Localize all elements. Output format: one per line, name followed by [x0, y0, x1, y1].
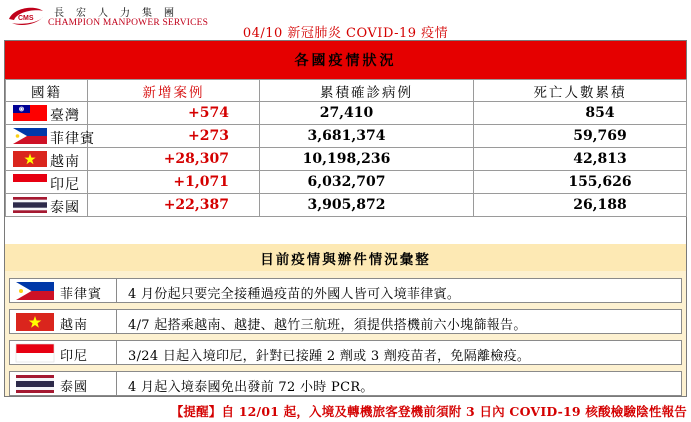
thailand-flag-icon — [16, 375, 54, 393]
deaths-value: 155,626 — [474, 171, 687, 194]
new-cases-value: +22,387 — [88, 194, 260, 217]
policy-list — [5, 271, 686, 396]
country-name: 菲律賓 — [50, 131, 95, 147]
policy-section-header — [5, 244, 686, 271]
country-name: 泰國 — [50, 200, 80, 216]
thailand-flag-icon — [13, 197, 47, 213]
stats-section-title: 各國疫情狀況 — [294, 53, 397, 69]
page-title: 04/10 新冠肺炎 COVID-19 疫情 — [242, 26, 449, 41]
table-row — [6, 148, 687, 171]
country-stats-table — [5, 79, 687, 217]
new-cases-value: +574 — [88, 102, 260, 125]
country-name: 印尼 — [50, 177, 80, 193]
total-cases-value: 3,905,872 — [260, 194, 474, 217]
table-row — [6, 125, 687, 148]
policy-country-name: 菲律賓 — [60, 287, 103, 302]
total-cases-value: 10,198,236 — [260, 148, 474, 171]
list-item — [9, 278, 682, 303]
policy-text: 4/7 起搭乘越南、越捷、越竹三航班，須提供搭機前六小塊篩報告。 — [128, 318, 527, 333]
row-divider — [116, 372, 117, 395]
country-cell — [6, 102, 88, 125]
covid-report-panel — [4, 40, 687, 397]
row-divider — [116, 279, 117, 302]
list-item — [9, 371, 682, 396]
list-item — [9, 340, 682, 365]
reminder-notice: 【提醒】自 12/01 起，入境及轉機旅客登機前須附 3 日內 COVID-19 核酸檢驗陰性報告 — [170, 404, 687, 419]
brand-english-name: CHAMPION MANPOWER SERVICES — [48, 18, 209, 28]
vietnam-flag-icon — [16, 313, 54, 331]
total-cases-value: 6,032,707 — [260, 171, 474, 194]
row-divider — [116, 310, 117, 333]
column-header-country: 國籍 — [6, 80, 88, 102]
country-cell — [6, 148, 88, 171]
row-divider — [116, 341, 117, 364]
brand-chinese-name: 長宏人力集團 — [54, 8, 186, 19]
policy-country-name: 越南 — [60, 318, 89, 333]
list-item — [9, 309, 682, 334]
indonesia-flag-icon — [16, 344, 54, 362]
column-header-deaths: 死亡人數累積 — [474, 80, 687, 102]
policy-country-name: 泰國 — [60, 380, 89, 395]
new-cases-value: +273 — [88, 125, 260, 148]
policy-country-name: 印尼 — [60, 349, 89, 364]
taiwan-flag-icon — [13, 105, 47, 121]
country-name: 臺灣 — [50, 108, 80, 124]
total-cases-value: 3,681,374 — [260, 125, 474, 148]
indonesia-flag-icon — [13, 174, 47, 190]
country-cell — [6, 194, 88, 217]
total-cases-value: 27,410 — [260, 102, 474, 125]
deaths-value: 42,813 — [474, 148, 687, 171]
policy-text: 4 月起入境泰國免出發前 72 小時 PCR。 — [128, 380, 374, 395]
column-header-new-cases: 新增案例 — [88, 80, 260, 102]
country-cell — [6, 125, 95, 148]
philippines-flag-icon — [13, 128, 47, 144]
country-cell — [6, 171, 88, 194]
country-name: 越南 — [50, 154, 80, 170]
vietnam-flag-icon — [13, 151, 47, 167]
table-row — [6, 171, 687, 194]
stats-table-header — [6, 80, 687, 102]
policy-text: 4 月份起只要完全接種過疫苗的外國人皆可入境菲律賓。 — [128, 287, 461, 302]
policy-section-title: 目前疫情與辦件情況彙整 — [260, 251, 431, 268]
column-header-total-cases: 累積確診病例 — [260, 80, 474, 102]
table-row — [6, 194, 687, 217]
deaths-value: 26,188 — [474, 194, 687, 217]
svg-text:CMS: CMS — [18, 15, 34, 22]
deaths-value: 854 — [474, 102, 687, 125]
deaths-value: 59,769 — [474, 125, 687, 148]
new-cases-value: +1,071 — [88, 171, 260, 194]
new-cases-value: +28,307 — [88, 148, 260, 171]
philippines-flag-icon — [16, 282, 54, 300]
table-row — [6, 102, 687, 125]
policy-text: 3/24 日起入境印尼，針對已接踵 2 劑或 3 劑疫苗者，免隔離檢疫。 — [128, 349, 531, 364]
stats-section-header — [5, 41, 686, 79]
